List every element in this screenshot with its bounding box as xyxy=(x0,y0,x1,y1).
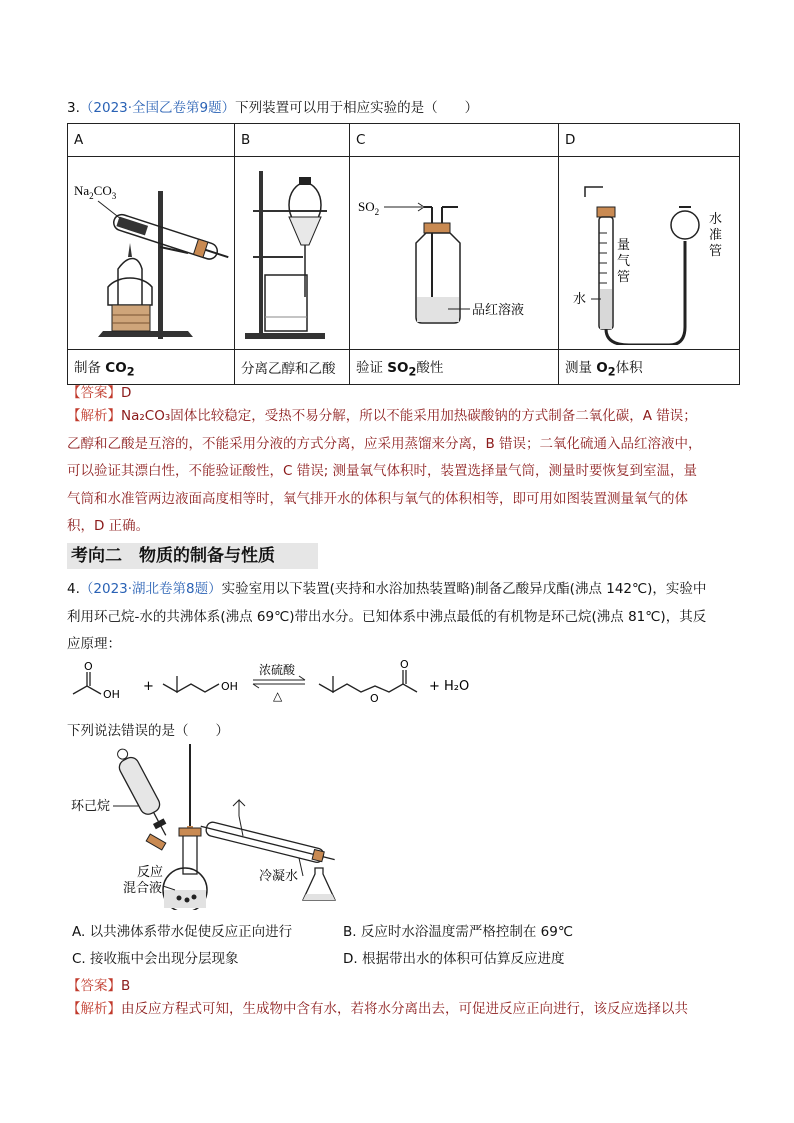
table-figure-row xyxy=(68,157,740,350)
options-table xyxy=(67,123,740,385)
answer-value: D xyxy=(121,385,132,401)
stem-line: 应原理： xyxy=(67,636,121,652)
d-water-label: 水 xyxy=(573,292,587,307)
svg-text:气: 气 xyxy=(617,254,631,269)
q3-answer xyxy=(67,381,131,401)
water-product: + H₂O xyxy=(429,679,470,694)
figure-d-cell xyxy=(559,157,740,350)
table-header-row xyxy=(68,124,740,157)
question-4-stem xyxy=(67,576,735,659)
acid-hydroxyl: OH xyxy=(103,688,120,701)
analysis-line: 【解析】由反应方程式可知，生成物中含有水，若将水分离出去，可促进反应正向进行，该反应选择以共 xyxy=(67,1001,688,1017)
mixture-label-1: 反应 xyxy=(137,865,164,880)
header-a: A xyxy=(68,124,235,157)
analysis-line: 气筒和水准管两边液面高度相等时，氧气排开水的体积与氧气的体积相等，即可用如图装置测量氧气的体 xyxy=(67,490,688,507)
svg-text:准: 准 xyxy=(709,228,723,243)
answer-value: B xyxy=(121,978,131,994)
ester-carbonyl-oxygen: O xyxy=(400,660,409,671)
svg-text:水: 水 xyxy=(709,212,723,227)
caption-b: 分离乙醇和乙酸 xyxy=(235,350,350,385)
cyclohexane-label: 环己烷 xyxy=(71,799,111,814)
c-solution-label: 品红溶液 xyxy=(472,303,525,318)
d-burette-label xyxy=(617,238,630,285)
table-caption-row xyxy=(68,350,740,385)
reaction-equation xyxy=(67,660,487,710)
catalyst-label: 浓硫酸 xyxy=(259,663,296,677)
a-reagent-label: $Na_2CO_3$ xyxy=(74,183,117,201)
svg-text:管: 管 xyxy=(709,244,723,259)
figure-b-cell xyxy=(235,157,350,350)
option-b: B. 反应时水浴温度需严格控制在 69℃ xyxy=(343,924,573,940)
section-heading: 考向二 物质的制备与性质 xyxy=(67,543,318,569)
stem-line: 4.（2023·湖北卷第8题）实验室用以下装置(夹持和水浴加热装置略)制备乙酸异戊酯(沸点 142℃)，实验中 xyxy=(67,581,707,597)
caption-d: 测量 $O_2$体积 xyxy=(559,350,740,385)
heat-symbol: △ xyxy=(273,689,283,703)
stem-line: 利用环己烷-水的共沸体系(沸点 69℃)带出水分。已知体系中沸点最低的有机物是环己烷(沸点 81℃)，其反 xyxy=(67,608,707,625)
question-number: 3. xyxy=(67,100,80,116)
header-d: D xyxy=(559,124,740,157)
option-d: D. 根据带出水的体积可估算反应进度 xyxy=(343,951,565,967)
alcohol-hydroxyl: OH xyxy=(221,680,238,693)
svg-text:管: 管 xyxy=(617,270,631,285)
question-4-prompt: 下列说法错误的是（ ） xyxy=(67,723,229,739)
acid-oxygen: O xyxy=(84,660,93,673)
apparatus-d-diagram xyxy=(559,157,739,345)
answer-label: 【答案】 xyxy=(67,978,121,994)
q4-answer xyxy=(67,974,130,994)
option-c: C. 接收瓶中会出现分层现象 xyxy=(72,951,239,967)
q4-analysis xyxy=(67,996,735,1024)
ester-oxygen: O xyxy=(370,692,379,705)
apparatus-c-diagram xyxy=(350,157,558,345)
option-a: A. 以共沸体系带水促使反应正向进行 xyxy=(72,924,293,940)
plus-sign: + xyxy=(143,679,154,694)
cooling-water-label: 冷凝水 xyxy=(259,869,299,884)
header-c: C xyxy=(350,124,559,157)
analysis-line: 积，D 正确。 xyxy=(67,518,150,534)
svg-text:量: 量 xyxy=(617,238,631,253)
apparatus-q4-diagram xyxy=(67,740,367,910)
figure-c-cell xyxy=(350,157,559,350)
question-source: （2023·全国乙卷第9题） xyxy=(79,100,236,116)
answer-label: 【答案】 xyxy=(67,385,121,401)
analysis-line: 【解析】Na₂CO₃固体比较稳定，受热不易分解，所以不能采用加热碳酸钠的方式制备二氧化碳，A 错误； xyxy=(67,408,697,424)
apparatus-a-diagram xyxy=(68,157,234,345)
question-3-stem xyxy=(67,96,478,116)
question-text: 下列装置可以用于相应实验的是（ ） xyxy=(235,100,479,116)
caption-a: 制备 $CO_2$ xyxy=(68,350,235,385)
analysis-line: 乙醇和乙酸是互溶的，不能采用分液的方式分离，应采用蒸馏来分离，B 错误；二氧化硫通入品红溶液中， xyxy=(67,435,702,452)
caption-c: 验证 $SO_2$酸性 xyxy=(350,350,559,385)
apparatus-b-diagram xyxy=(235,157,349,345)
d-level-tube-label xyxy=(709,211,722,259)
figure-a-cell xyxy=(68,157,235,350)
header-b: B xyxy=(235,124,350,157)
mixture-label-2: 混合液 xyxy=(123,881,163,896)
analysis-line: 可以验证其漂白性，不能验证酸性，C 错误; 测量氧气体积时，装置选择量气筒，测量时要恢复到室温，量 xyxy=(67,463,698,479)
c-gas-label: $SO_2$ xyxy=(358,199,380,217)
q3-analysis xyxy=(67,403,735,541)
